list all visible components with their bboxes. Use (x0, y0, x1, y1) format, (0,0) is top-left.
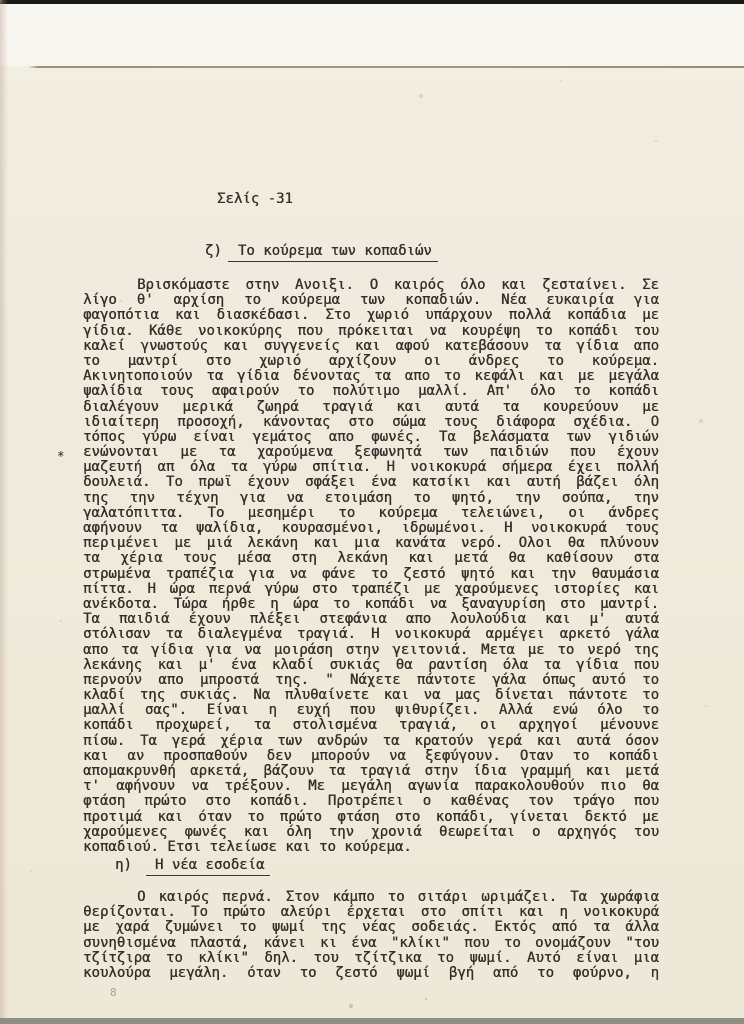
text-line: αφήνουν τα ψαλίδια, κουρασμένοι, ιδρωμένοι. Η νοικοκυρά τους (83, 520, 659, 536)
paragraph-shearing (83, 278, 659, 855)
text-line: ιδιαίτερη προσοχή, κάνοντας στο σώμα τους διάφορα σχέδια. Ο (83, 413, 659, 430)
paragraph-harvest (83, 890, 659, 981)
text-line: Ο καιρός περνά. Στον κάμπο το σιτάρι ωριμάζει. Τα χωράφια (137, 889, 659, 905)
text-line: τζίτζιρα το κλίκι" δηλ. του τζίτζικα το ψωμί. Αυτό είναι μια (83, 949, 659, 966)
text-line: Τα παιδιά έχουν πλέξει στεφάνια απο λουλούδια και μ' αυτά (83, 611, 659, 628)
text-line: και αν προσπαθούν δεν μπορούν να ξεφύγουν. Οταν το κοπάδι (83, 747, 659, 764)
margin-annotation-mark: * (57, 449, 65, 463)
paper-speckles (0, 0, 2, 2)
text-line: διαλέγουν μερικά ζωηρά τραγιά και αυτά τα κουρεύουν με (83, 398, 659, 415)
text-line: στόλισαν τα διαλεγμένα τραγιά. Η νοικοκυρά αρμέγει αρκετό γάλα (83, 626, 659, 643)
text-line: τόπος γύρω είναι γεμάτος απο φωνές. Τα βελάσματα των γιδιών (83, 428, 659, 445)
text-line: προτιμά και όταν το πρώτο φτάση στο κοπάδι, γίνεται δεκτό με (83, 808, 659, 825)
text-line: το μαντρί στο χωριό αρχίζουν οι άνδρες το κούρεμα. (83, 352, 659, 369)
text-line: απο τα γίδια για να μοιράση στην γειτονιά. Μετα με το νερό της (83, 641, 659, 658)
text-line: ενώνονται με τα χαρούμενα ξεφωνητά των παιδιών που έχουν (83, 444, 659, 461)
scan-edge-bottom (0, 1018, 744, 1024)
scan-edge-left (0, 0, 8, 1024)
text-line: φαγοπότια και διασκέδασι. Στο χωριό υπάρχουν πολλά κοπάδια με (83, 307, 659, 324)
text-line: λεκάνης και μ' ένα κλαδί συκιάς θα ραντίση όλα τα γίδια που (83, 656, 659, 673)
text-line: λίγο θ' αρχίση το κούρεμα των κοπαδιών. Νέα ευκαιρία για (83, 292, 659, 309)
text-line: τ' αφήνουν να τρέξουν. Με μεγάλη αγωνία παρακολουθούν πιο θα (83, 778, 659, 795)
page-number: Σελίς -31 (217, 191, 293, 207)
text-line: κλαδί της συκιάς. Να πλυθαίνετε και να μας δίνεται πάντοτε το (83, 687, 659, 704)
text-line: κοπάδι προχωρεί, τα στολισμένα τραγιά, οι αρχηγοί μένουνε (83, 717, 659, 734)
text-line: στρωμένα τραπέζια για να φάνε το ζεστό ψητό και την θαυμάσια (83, 565, 659, 582)
text-line: ψαλίδια τους αφαιρούν το πολύτιμο μαλλί. Απ' όλο το κοπάδι (83, 383, 659, 400)
text-line: Βρισκόμαστε στην Ανοιξι. Ο καιρός όλο και ζεσταίνει. Σε (137, 277, 659, 293)
text-line: μαλλί σας". Είναι η ευχή που ψιθυρίζει. Αλλά ενώ όλο το (83, 702, 659, 719)
section-heading-harvest (115, 857, 270, 876)
text-line: γίδια. Κάθε νοικοκύρης που πρόκειται να κουρέψη το κοπάδι του (83, 322, 659, 339)
section-title: Η νέα εσοδεία (146, 857, 271, 876)
text-line: κοπαδιού. Ετσι τελείωσε και το κούρεμα. (83, 838, 412, 855)
section-label: ζ) (205, 243, 222, 259)
text-line: δουλειά. Το πρωϊ έχουν σφάξει ένα κατσίκι και αυτή βάζει όλη (83, 474, 659, 491)
section-title: Το κούρεμα των κοπαδιών (228, 243, 438, 262)
text-line: περιμένει με μιά λεκάνη και μια κανάτα νερό. Ολοι θα πλύνουν (83, 535, 659, 552)
text-line: Ακινητοποιούν τα γίδια δένοντας τα απο το κεφάλι και με μεγάλα (83, 368, 659, 385)
scan-light-band (0, 4, 744, 66)
text-line: μαζευτή απ όλα τα γύρω σπίτια. Η νοικοκυρά σήμερα έχει πολλή (83, 459, 659, 476)
text-line: συνηθισμένα πλαστά, κάνει κι ένα "κλίκι" που το ονομάζουν "του (83, 934, 659, 951)
text-line: απομακρυνθή αρκετά, βάζουν τα τραγιά στην ίδια γραμμή και μετά (83, 763, 659, 779)
text-line: με χαρά ζυμώνει το ψωμί της νέας σοδειάς. Εκτός από τα άλλα (83, 919, 659, 936)
text-line: φτάση πρώτο στο κοπάδι. Προτρέπει ο καθένας τον τράγο που (83, 793, 659, 810)
text-line: πίσω. Τα γερά χέρια των ανδρών τα κρατούν γερά και αυτά όσον (83, 732, 659, 749)
text-line: γαλατόπιττα. Το μεσημέρι το κούρεμα τελειώνει, οι άνδρες (83, 504, 659, 521)
page-fold-line (28, 66, 744, 68)
text-line: ανέκδοτα. Τώρα ήρθε η ώρα το κοπάδι να ξαναγυρίση στο μαντρί. (83, 595, 659, 612)
text-line: χαρούμενες φωνές και όλη την χρονιά θεωρείται ο αρχηγός του (83, 823, 659, 840)
text-line: θερίζονται. Το πρώτο αλεύρι έρχεται στο σπίτι και η νοικοκυρά (83, 904, 659, 921)
footer-smudge-mark: 8 (110, 986, 117, 999)
text-line: πίττα. Η ώρα περνά γύρω στο τραπέζι με χαρούμενες ιστορίες και (83, 580, 659, 597)
text-line: καλεί γνωστούς και συγγενείς και αφού κατεβάσουν τα γίδια απο (83, 337, 659, 354)
text-line: περνούν απο μπροστά της. " Νάχετε πάντοτε γάλα όπως αυτό το (83, 671, 659, 688)
text-line: τα χέρια τους μέσα στη λεκάνη και μετά θα καθίσουν στα (83, 550, 659, 567)
text-line: κουλούρα μεγάλη. όταν το ζεστό ψωμί βγή από το φούρνο, η (83, 964, 659, 981)
text-line: της την τέχνη για να ετοιμάση το ψητό, την σούπα, την (83, 489, 659, 506)
section-heading-shearing (205, 243, 438, 262)
section-label: η) (115, 857, 132, 873)
